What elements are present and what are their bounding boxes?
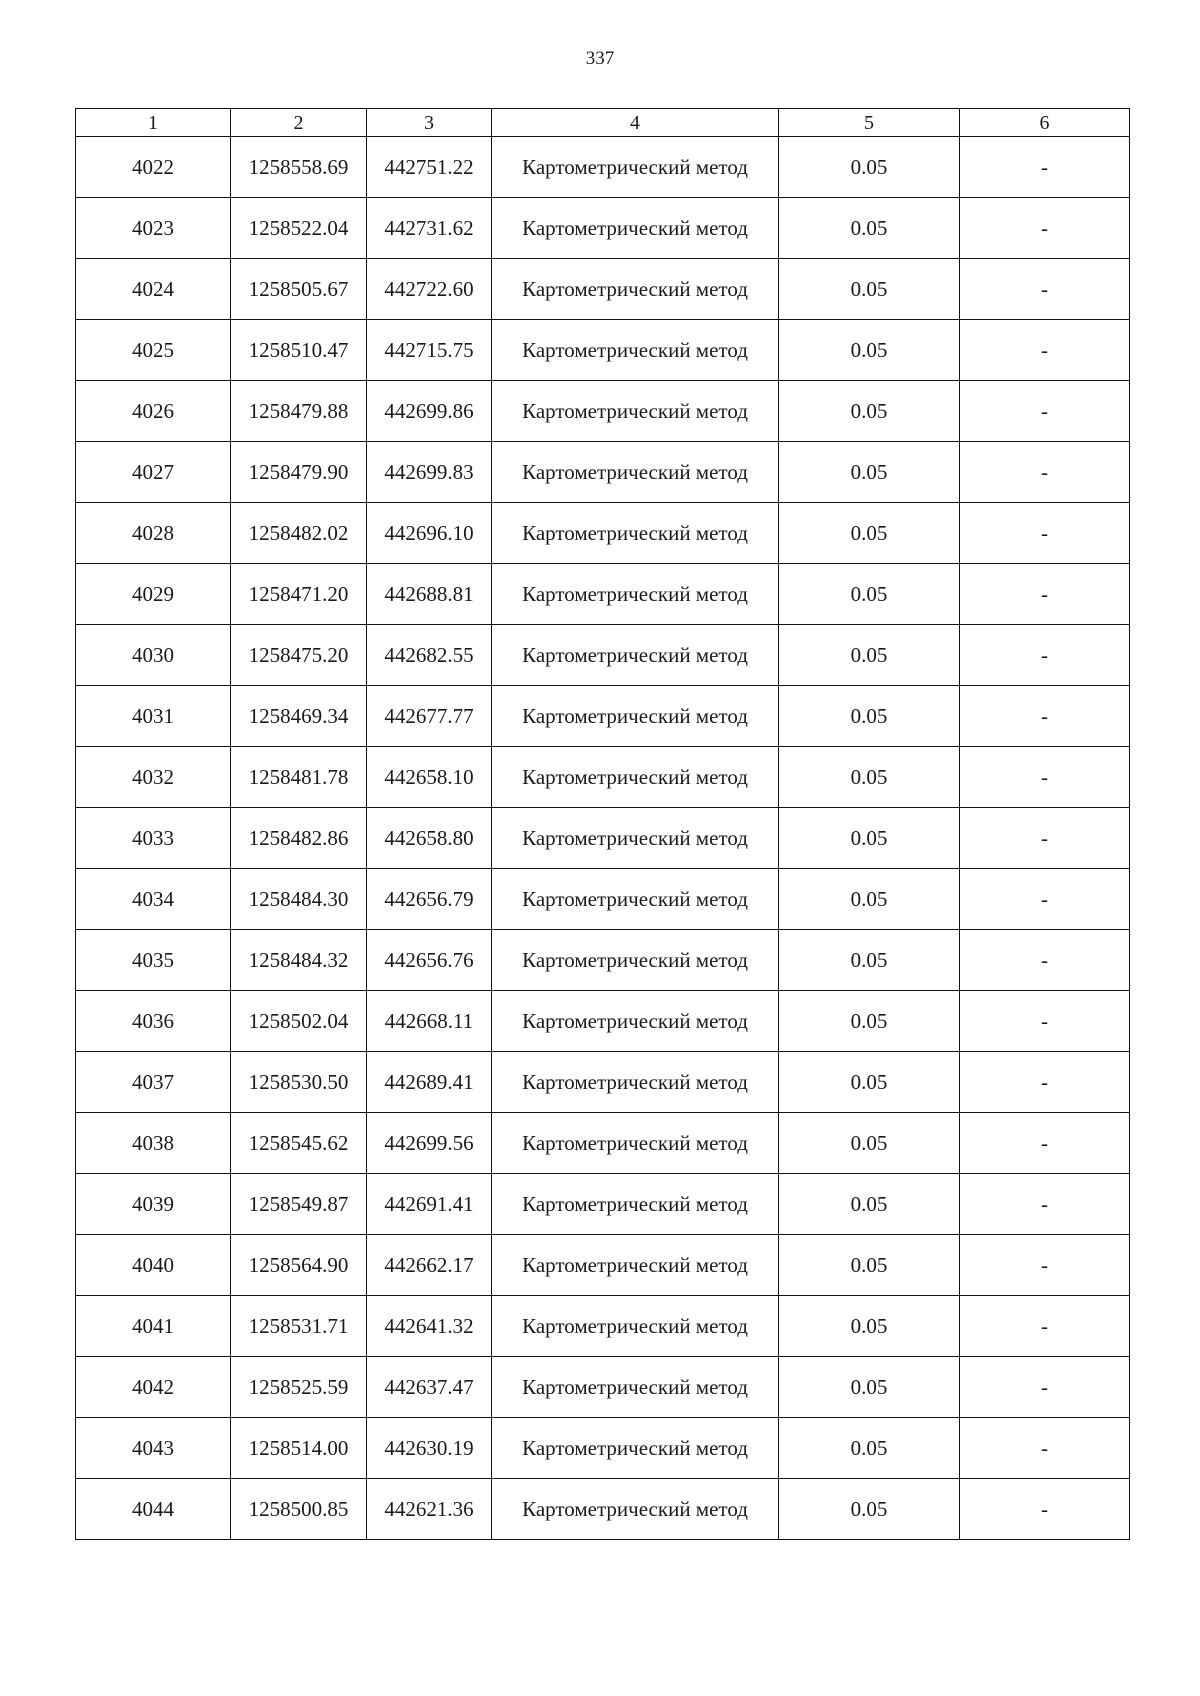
cell-coordinate-x: 1258481.78 <box>231 747 367 808</box>
cell-accuracy: 0.05 <box>779 1296 960 1357</box>
table-row <box>76 808 1130 869</box>
cell-accuracy: 0.05 <box>779 1418 960 1479</box>
cell-accuracy: 0.05 <box>779 1479 960 1540</box>
cell-accuracy: 0.05 <box>779 869 960 930</box>
cell-accuracy: 0.05 <box>779 1357 960 1418</box>
cell-coordinate-x: 1258482.02 <box>231 503 367 564</box>
cell-coordinate-y: 442696.10 <box>367 503 492 564</box>
cell-coordinate-x: 1258545.62 <box>231 1113 367 1174</box>
table-row <box>76 1174 1130 1235</box>
cell-method: Картометрический метод <box>492 1052 779 1113</box>
table-row <box>76 625 1130 686</box>
table-row <box>76 259 1130 320</box>
cell-coordinate-y: 442662.17 <box>367 1235 492 1296</box>
cell-method: Картометрический метод <box>492 259 779 320</box>
cell-coordinate-x: 1258514.00 <box>231 1418 367 1479</box>
cell-method: Картометрический метод <box>492 503 779 564</box>
table-row <box>76 991 1130 1052</box>
cell-point-number: 4041 <box>76 1296 231 1357</box>
cell-point-number: 4022 <box>76 137 231 198</box>
cell-coordinate-y: 442688.81 <box>367 564 492 625</box>
cell-coordinate-x: 1258484.30 <box>231 869 367 930</box>
cell-method: Картометрический метод <box>492 1479 779 1540</box>
cell-note: - <box>960 930 1130 991</box>
cell-point-number: 4040 <box>76 1235 231 1296</box>
cell-point-number: 4043 <box>76 1418 231 1479</box>
table-row <box>76 1235 1130 1296</box>
cell-point-number: 4030 <box>76 625 231 686</box>
cell-method: Картометрический метод <box>492 991 779 1052</box>
cell-method: Картометрический метод <box>492 1113 779 1174</box>
cell-note: - <box>960 686 1130 747</box>
cell-method: Картометрический метод <box>492 808 779 869</box>
cell-coordinate-y: 442691.41 <box>367 1174 492 1235</box>
cell-note: - <box>960 259 1130 320</box>
cell-accuracy: 0.05 <box>779 259 960 320</box>
table-row <box>76 869 1130 930</box>
cell-note: - <box>960 442 1130 503</box>
cell-note: - <box>960 625 1130 686</box>
cell-accuracy: 0.05 <box>779 808 960 869</box>
cell-coordinate-y: 442722.60 <box>367 259 492 320</box>
cell-coordinate-x: 1258564.90 <box>231 1235 367 1296</box>
cell-note: - <box>960 564 1130 625</box>
cell-point-number: 4044 <box>76 1479 231 1540</box>
cell-note: - <box>960 1235 1130 1296</box>
cell-accuracy: 0.05 <box>779 991 960 1052</box>
cell-coordinate-x: 1258479.90 <box>231 442 367 503</box>
cell-method: Картометрический метод <box>492 1235 779 1296</box>
cell-note: - <box>960 869 1130 930</box>
cell-coordinate-x: 1258482.86 <box>231 808 367 869</box>
cell-note: - <box>960 1479 1130 1540</box>
cell-coordinate-x: 1258530.50 <box>231 1052 367 1113</box>
cell-coordinate-y: 442621.36 <box>367 1479 492 1540</box>
coordinates-table <box>75 108 1130 1540</box>
cell-coordinate-x: 1258522.04 <box>231 198 367 259</box>
cell-coordinate-y: 442658.80 <box>367 808 492 869</box>
column-header-3: 3 <box>367 109 492 137</box>
cell-coordinate-y: 442682.55 <box>367 625 492 686</box>
cell-note: - <box>960 1052 1130 1113</box>
table-row <box>76 1052 1130 1113</box>
table-row <box>76 1357 1130 1418</box>
cell-point-number: 4035 <box>76 930 231 991</box>
cell-coordinate-y: 442658.10 <box>367 747 492 808</box>
cell-accuracy: 0.05 <box>779 1052 960 1113</box>
cell-coordinate-y: 442656.79 <box>367 869 492 930</box>
table-row <box>76 930 1130 991</box>
cell-point-number: 4042 <box>76 1357 231 1418</box>
cell-accuracy: 0.05 <box>779 198 960 259</box>
cell-note: - <box>960 1357 1130 1418</box>
cell-method: Картометрический метод <box>492 442 779 503</box>
cell-point-number: 4027 <box>76 442 231 503</box>
cell-method: Картометрический метод <box>492 1174 779 1235</box>
cell-accuracy: 0.05 <box>779 503 960 564</box>
table-row <box>76 320 1130 381</box>
cell-method: Картометрический метод <box>492 869 779 930</box>
table-row <box>76 381 1130 442</box>
cell-point-number: 4025 <box>76 320 231 381</box>
cell-note: - <box>960 991 1130 1052</box>
cell-note: - <box>960 1174 1130 1235</box>
table-row <box>76 686 1130 747</box>
cell-accuracy: 0.05 <box>779 1113 960 1174</box>
header-row <box>76 109 1130 137</box>
cell-coordinate-x: 1258500.85 <box>231 1479 367 1540</box>
cell-note: - <box>960 503 1130 564</box>
cell-accuracy: 0.05 <box>779 1174 960 1235</box>
table-row <box>76 1296 1130 1357</box>
cell-accuracy: 0.05 <box>779 1235 960 1296</box>
cell-coordinate-y: 442699.86 <box>367 381 492 442</box>
table-row <box>76 442 1130 503</box>
table-row <box>76 747 1130 808</box>
cell-method: Картометрический метод <box>492 625 779 686</box>
cell-note: - <box>960 198 1130 259</box>
cell-coordinate-y: 442689.41 <box>367 1052 492 1113</box>
cell-coordinate-y: 442751.22 <box>367 137 492 198</box>
table-row <box>76 503 1130 564</box>
table-row <box>76 564 1130 625</box>
cell-accuracy: 0.05 <box>779 747 960 808</box>
cell-coordinate-x: 1258502.04 <box>231 991 367 1052</box>
cell-coordinate-x: 1258549.87 <box>231 1174 367 1235</box>
cell-point-number: 4033 <box>76 808 231 869</box>
column-header-5: 5 <box>779 109 960 137</box>
cell-accuracy: 0.05 <box>779 686 960 747</box>
cell-point-number: 4034 <box>76 869 231 930</box>
cell-point-number: 4029 <box>76 564 231 625</box>
cell-coordinate-x: 1258505.67 <box>231 259 367 320</box>
cell-accuracy: 0.05 <box>779 625 960 686</box>
cell-coordinate-y: 442731.62 <box>367 198 492 259</box>
cell-point-number: 4036 <box>76 991 231 1052</box>
table-body <box>76 137 1130 1540</box>
cell-note: - <box>960 320 1130 381</box>
cell-note: - <box>960 808 1130 869</box>
table-row <box>76 1113 1130 1174</box>
cell-accuracy: 0.05 <box>779 930 960 991</box>
cell-coordinate-x: 1258558.69 <box>231 137 367 198</box>
column-header-2: 2 <box>231 109 367 137</box>
cell-point-number: 4028 <box>76 503 231 564</box>
cell-method: Картометрический метод <box>492 320 779 381</box>
cell-coordinate-y: 442641.32 <box>367 1296 492 1357</box>
cell-coordinate-y: 442668.11 <box>367 991 492 1052</box>
cell-coordinate-x: 1258484.32 <box>231 930 367 991</box>
cell-coordinate-y: 442699.83 <box>367 442 492 503</box>
cell-method: Картометрический метод <box>492 1357 779 1418</box>
table-row <box>76 1479 1130 1540</box>
cell-point-number: 4031 <box>76 686 231 747</box>
column-header-4: 4 <box>492 109 779 137</box>
cell-accuracy: 0.05 <box>779 381 960 442</box>
cell-point-number: 4037 <box>76 1052 231 1113</box>
cell-point-number: 4024 <box>76 259 231 320</box>
cell-method: Картометрический метод <box>492 564 779 625</box>
cell-coordinate-y: 442699.56 <box>367 1113 492 1174</box>
table-row <box>76 198 1130 259</box>
cell-accuracy: 0.05 <box>779 564 960 625</box>
cell-point-number: 4032 <box>76 747 231 808</box>
cell-coordinate-x: 1258471.20 <box>231 564 367 625</box>
cell-coordinate-x: 1258475.20 <box>231 625 367 686</box>
table-row <box>76 137 1130 198</box>
cell-coordinate-x: 1258469.34 <box>231 686 367 747</box>
cell-coordinate-y: 442630.19 <box>367 1418 492 1479</box>
cell-note: - <box>960 1113 1130 1174</box>
cell-point-number: 4039 <box>76 1174 231 1235</box>
cell-coordinate-x: 1258510.47 <box>231 320 367 381</box>
cell-point-number: 4023 <box>76 198 231 259</box>
table-header <box>76 109 1130 137</box>
cell-method: Картометрический метод <box>492 137 779 198</box>
cell-coordinate-y: 442656.76 <box>367 930 492 991</box>
cell-point-number: 4038 <box>76 1113 231 1174</box>
cell-coordinate-x: 1258531.71 <box>231 1296 367 1357</box>
page-number: 337 <box>585 48 615 69</box>
cell-coordinate-x: 1258479.88 <box>231 381 367 442</box>
cell-note: - <box>960 747 1130 808</box>
cell-coordinate-y: 442677.77 <box>367 686 492 747</box>
cell-method: Картометрический метод <box>492 747 779 808</box>
cell-accuracy: 0.05 <box>779 320 960 381</box>
cell-point-number: 4026 <box>76 381 231 442</box>
cell-coordinate-x: 1258525.59 <box>231 1357 367 1418</box>
cell-coordinate-y: 442715.75 <box>367 320 492 381</box>
cell-method: Картометрический метод <box>492 1296 779 1357</box>
cell-method: Картометрический метод <box>492 1418 779 1479</box>
table-row <box>76 1418 1130 1479</box>
cell-method: Картометрический метод <box>492 686 779 747</box>
cell-coordinate-y: 442637.47 <box>367 1357 492 1418</box>
cell-method: Картометрический метод <box>492 198 779 259</box>
cell-method: Картометрический метод <box>492 381 779 442</box>
cell-accuracy: 0.05 <box>779 137 960 198</box>
cell-note: - <box>960 1418 1130 1479</box>
column-header-6: 6 <box>960 109 1130 137</box>
cell-note: - <box>960 1296 1130 1357</box>
cell-accuracy: 0.05 <box>779 442 960 503</box>
column-header-1: 1 <box>76 109 231 137</box>
cell-method: Картометрический метод <box>492 930 779 991</box>
cell-note: - <box>960 381 1130 442</box>
cell-note: - <box>960 137 1130 198</box>
